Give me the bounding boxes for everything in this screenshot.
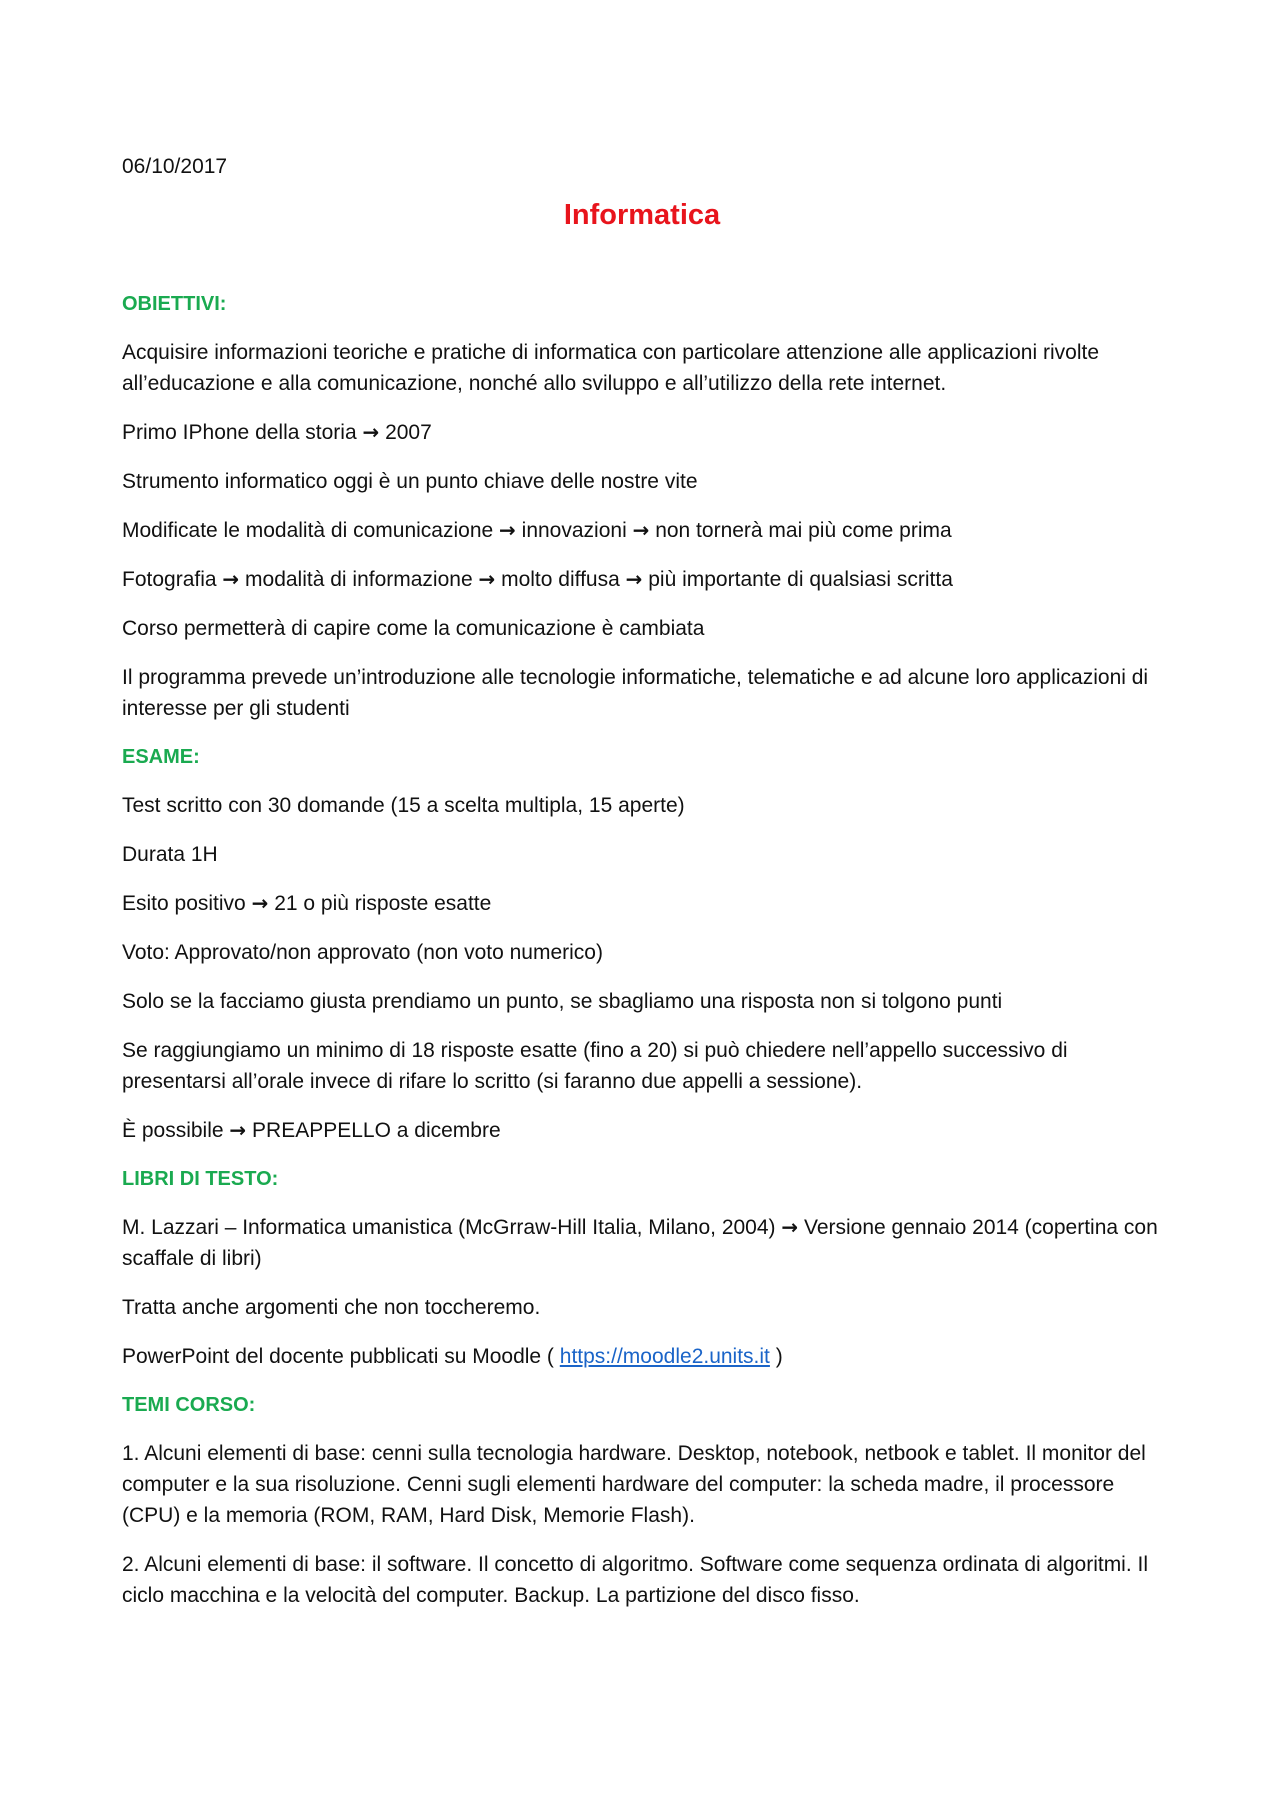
esame-esito [122,888,1162,919]
obiettivi-corso: Corso permetterà di capire come la comunicazione è cambiata [122,617,705,640]
document-title: Informatica [563,199,721,231]
obiettivi-strumento: Strumento informatico oggi è un punto chiave delle nostre vite [122,470,698,493]
text: Esito positivo [122,892,246,915]
text: ) [775,1345,783,1368]
text: È possibile [122,1119,224,1142]
arrow-right-icon: → [222,567,240,591]
arrow-right-icon: → [478,567,496,591]
esame-punti: Solo se la facciamo giusta prendiamo un punto, se sbagliamo una risposta non si tolgono punti [122,990,1003,1013]
libri-lazzari [122,1212,1162,1274]
text: 2007 [385,421,432,444]
obiettivi-programma: Il programma prevede un’introduzione alle tecnologie informatiche, telematiche e ad alcune loro applicazioni di interesse per gli studenti [122,666,1149,720]
text: PowerPoint del docente pubblicati su Moodle ( [122,1345,554,1368]
text: Modificate le modalità di comunicazione [122,519,494,542]
libri-argomenti: Tratta anche argomenti che non toccheremo. [122,1296,541,1319]
obiettivi-comunicazione [122,515,1162,546]
text: Fotografia [122,568,217,591]
document-page [122,152,1162,1629]
arrow-right-icon: → [499,518,516,542]
arrow-right-icon: → [229,1118,247,1142]
obiettivi-paragraph: Acquisire informazioni teoriche e pratiche di informatica con particolare attenzione alle applicazioni rivolte all’educazione e alla comunicazione, nonché allo sviluppo e all’utilizzo della rete internet. [122,341,1100,395]
arrow-right-icon: → [625,567,643,591]
arrow-right-icon: → [632,518,650,542]
text: molto diffusa [501,568,620,591]
text: modalità di informazione [245,568,473,591]
arrow-right-icon: → [251,891,269,915]
esame-durata: Durata 1H [122,843,218,866]
text: M. Lazzari – Informatica umanistica (McGrraw-Hill Italia, Milano, 2004) [122,1216,776,1239]
text: non tornerà mai più come prima [655,519,952,542]
heading-obiettivi: OBIETTIVI: [122,293,227,315]
temi-item-1: 1. Alcuni elementi di base: cenni sulla tecnologia hardware. Desktop, notebook, netbook e tablet. Il monitor del computer e la sua risoluzione. Cenni sugli elementi hardware del computer: la scheda madre, il processore (CPU) e la memoria (ROM, RAM, Hard Disk, Memorie Flash). [122,1442,1146,1527]
moodle-link[interactable]: https://moodle2.units.it [559,1345,770,1368]
libri-powerpoint [122,1341,1162,1372]
esame-voto: Voto: Approvato/non approvato (non voto numerico) [122,941,603,964]
esame-preappello [122,1115,1162,1146]
arrow-right-icon: → [781,1215,799,1239]
arrow-right-icon: → [362,420,380,444]
heading-esame: ESAME: [122,746,200,768]
esame-test: Test scritto con 30 domande (15 a scelta multipla, 15 aperte) [122,794,685,817]
text: più importante di qualsiasi scritta [648,568,953,591]
text: Primo IPhone della storia [122,421,357,444]
heading-libri: LIBRI DI TESTO: [122,1168,279,1190]
document-date: 06/10/2017 [122,155,228,178]
text: PREAPPELLO a dicembre [252,1119,501,1142]
text: 21 o più risposte esatte [274,892,492,915]
heading-temi: TEMI CORSO: [122,1394,256,1416]
temi-item-2: 2. Alcuni elementi di base: il software. Il concetto di algoritmo. Software come sequenza ordinata di algoritmi. Il ciclo macchina e la velocità del computer. Backup. La partizione del disco fisso. [122,1553,1149,1607]
esame-orale: Se raggiungiamo un minimo di 18 risposte esatte (fino a 20) si può chiedere nell’appello successivo di presentarsi all’orale invece di rifare lo scritto (si faranno due appelli a sessione). [122,1039,1068,1093]
text: innovazioni [521,519,627,542]
text: Versione gennaio 2014 (copertina con scaffale di libri) [122,1216,1158,1270]
obiettivi-fotografia [122,564,1162,595]
obiettivi-iphone [122,417,1162,448]
